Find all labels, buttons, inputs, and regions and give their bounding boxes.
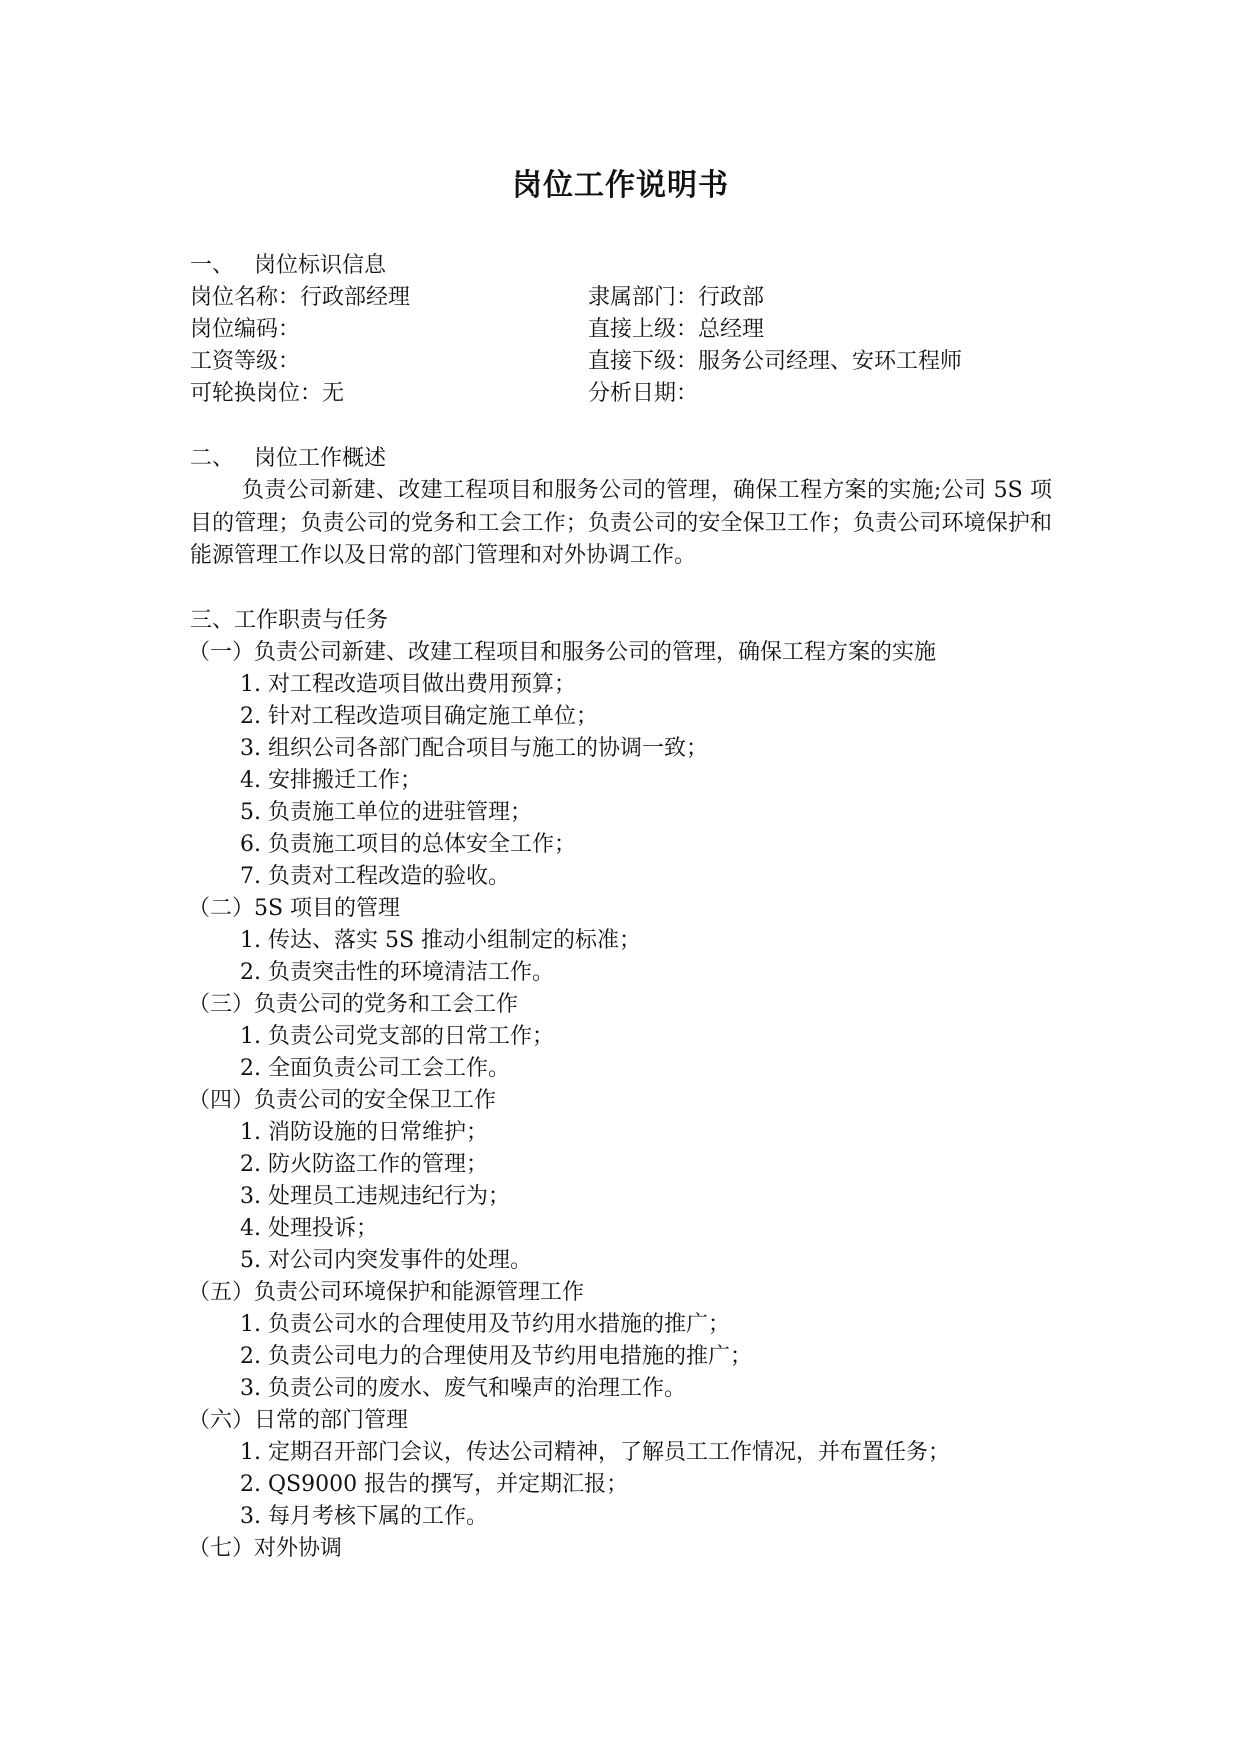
section2-number: 二、: [190, 446, 235, 471]
group2-title: （二）5S 项目的管理: [188, 896, 401, 921]
field-rotatable-position: 可轮换岗位：无: [190, 381, 345, 406]
list-item: 4. 安排搬迁工作；: [240, 768, 422, 793]
list-item: 5. 对公司内突发事件的处理。: [240, 1248, 532, 1273]
group1-title: （一）负责公司新建、改建工程项目和服务公司的管理，确保工程方案的实施: [188, 640, 937, 665]
list-item: 7. 负责对工程改造的验收。: [240, 864, 510, 889]
field-position-name: 岗位名称：行政部经理: [190, 285, 411, 310]
document-title: 岗位工作说明书: [512, 168, 729, 203]
field-direct-subordinate: 直接下级：服务公司经理、安环工程师: [588, 349, 963, 374]
list-item: 3. 负责公司的废水、废气和噪声的治理工作。: [240, 1376, 686, 1401]
group7-title: （七）对外协调: [188, 1536, 343, 1561]
list-item: 6. 负责施工项目的总体安全工作；: [240, 832, 576, 857]
group5-title: （五）负责公司环境保护和能源管理工作: [188, 1280, 585, 1305]
group6-title: （六）日常的部门管理: [188, 1408, 409, 1433]
list-item: 2. QS9000 报告的撰写，并定期汇报；: [240, 1472, 629, 1497]
group3-title: （三）负责公司的党务和工会工作: [188, 992, 519, 1017]
list-item: 1. 定期召开部门会议，传达公司精神，了解员工工作情况，并布置任务；: [240, 1440, 950, 1465]
list-item: 3. 处理员工违规违纪行为；: [240, 1184, 510, 1209]
section1-heading: [190, 250, 386, 282]
list-item: 4. 处理投诉；: [240, 1216, 378, 1241]
list-item: 5. 负责施工单位的进驻管理；: [240, 800, 532, 825]
list-item: 1. 传达、落实 5S 推动小组制定的标准；: [240, 928, 642, 953]
field-department: 隶属部门：行政部: [588, 285, 765, 310]
group4-title: （四）负责公司的安全保卫工作: [188, 1088, 497, 1113]
list-item: 1. 对工程改造项目做出费用预算；: [240, 672, 576, 697]
field-direct-superior: 直接上级：总经理: [588, 317, 765, 342]
section3-heading: 三、工作职责与任务: [190, 608, 389, 633]
list-item: 1. 负责公司党支部的日常工作；: [240, 1024, 554, 1049]
section2-summary: 负责公司新建、改建工程项目和服务公司的管理，确保工程方案的实施;公司 5S 项目的管理；负责公司的党务和工会工作；负责公司的安全保卫工作；负责公司环境保护和能源管理工作以及日常的部门管理和对外协调工作。: [190, 478, 1052, 568]
list-item: 1. 消防设施的日常维护；: [240, 1120, 488, 1145]
list-item: 2. 负责突击性的环境清洁工作。: [240, 960, 554, 985]
list-item: 3. 组织公司各部门配合项目与施工的协调一致；: [240, 736, 708, 761]
field-salary-grade: 工资等级：: [190, 349, 301, 374]
section2-heading: [190, 443, 386, 475]
field-position-code: 岗位编码：: [190, 317, 301, 342]
field-analysis-date: 分析日期：: [588, 381, 699, 406]
section1-title: 岗位标识信息: [254, 253, 387, 278]
list-item: 3. 每月考核下属的工作。: [240, 1504, 488, 1529]
list-item: 2. 全面负责公司工会工作。: [240, 1056, 510, 1081]
list-item: 2. 针对工程改造项目确定施工单位；: [240, 704, 598, 729]
section1-number: 一、: [190, 253, 235, 278]
list-item: 2. 负责公司电力的合理使用及节约用电措施的推广；: [240, 1344, 752, 1369]
section2-title: 岗位工作概述: [254, 446, 387, 471]
list-item: 1. 负责公司水的合理使用及节约用水措施的推广；: [240, 1312, 730, 1337]
list-item: 2. 防火防盗工作的管理；: [240, 1152, 488, 1177]
